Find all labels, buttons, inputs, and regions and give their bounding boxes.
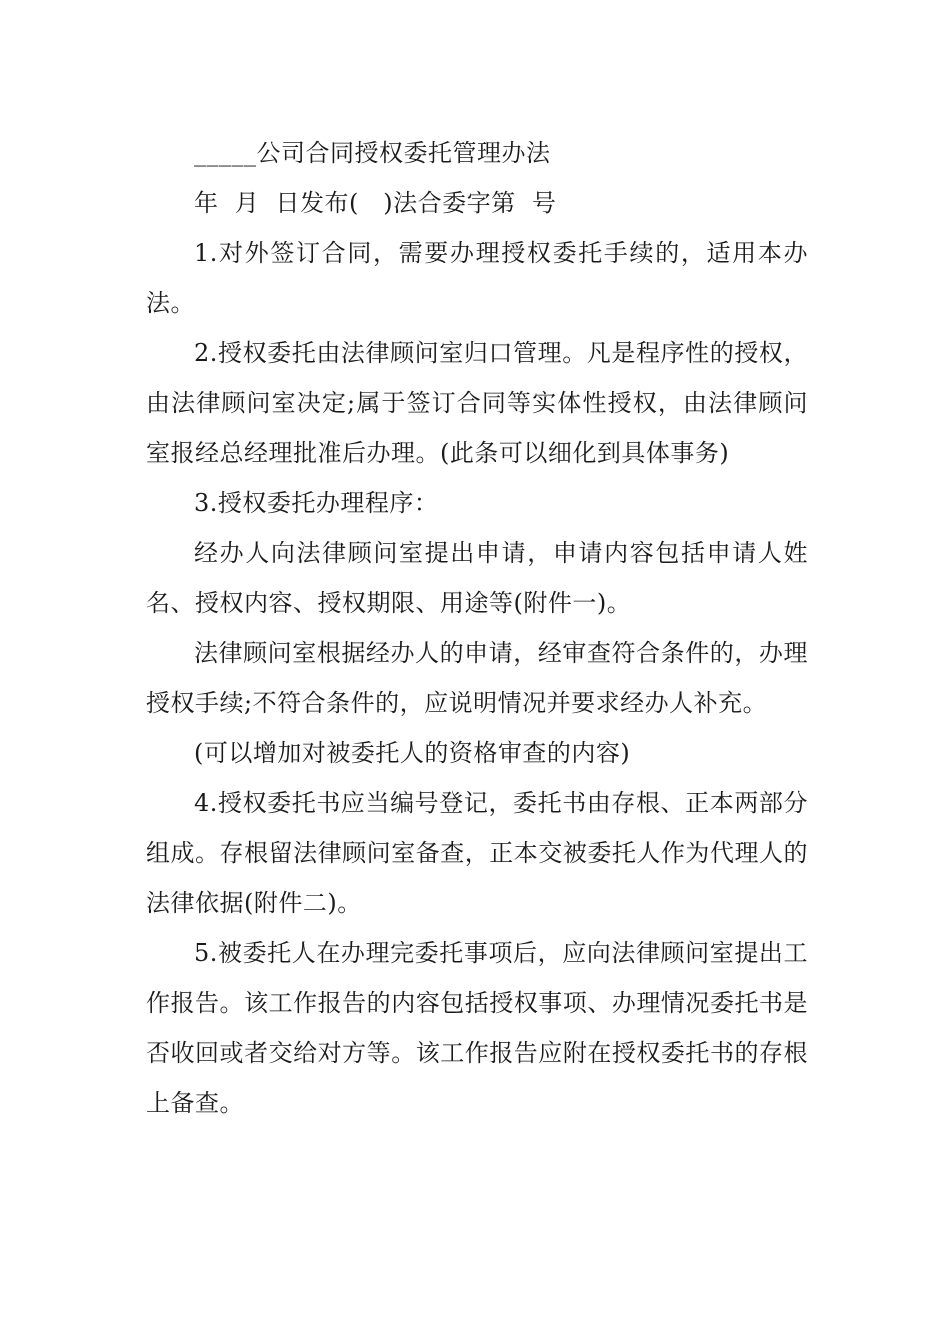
- paragraph-5: 法律顾问室根据经办人的申请，经审查符合条件的，办理授权手续;不符合条件的，应说明情况并要求经办人补充。: [146, 639, 808, 717]
- paragraph-6: (可以增加对被委托人的资格审查的内容): [194, 739, 631, 767]
- paragraph-2: 2.授权委托由法律顾问室归口管理。凡是程序性的授权，由法律顾问室决定;属于签订合同等实体性授权，由法律顾问室报经总经理批准后办理。(此条可以细化到具体事务): [146, 339, 808, 467]
- paragraph-3: 3.授权委托办理程序：: [194, 489, 439, 517]
- paragraph-4: 经办人向法律顾问室提出申请，申请内容包括申请人姓名、授权内容、授权期限、用途等(附件一)。: [146, 539, 808, 617]
- issue-line: 年 月 日发布( )法合委字第 号: [194, 189, 557, 217]
- paragraph-1: 1.对外签订合同，需要办理授权委托手续的，适用本办法。: [146, 239, 808, 317]
- document-body: [146, 128, 808, 1128]
- paragraph-8: 5.被委托人在办理完委托事项后，应向法律顾问室提出工作报告。该工作报告的内容包括授权事项、办理情况委托书是否收回或者交给对方等。该工作报告应附在授权委托书的存根上备查。: [146, 939, 808, 1117]
- paragraph-7: 4.授权委托书应当编号登记，委托书由存根、正本两部分组成。存根留法律顾问室备查，正本交被委托人作为代理人的法律依据(附件二)。: [146, 789, 808, 917]
- document-title: _____公司合同授权委托管理办法: [194, 139, 551, 167]
